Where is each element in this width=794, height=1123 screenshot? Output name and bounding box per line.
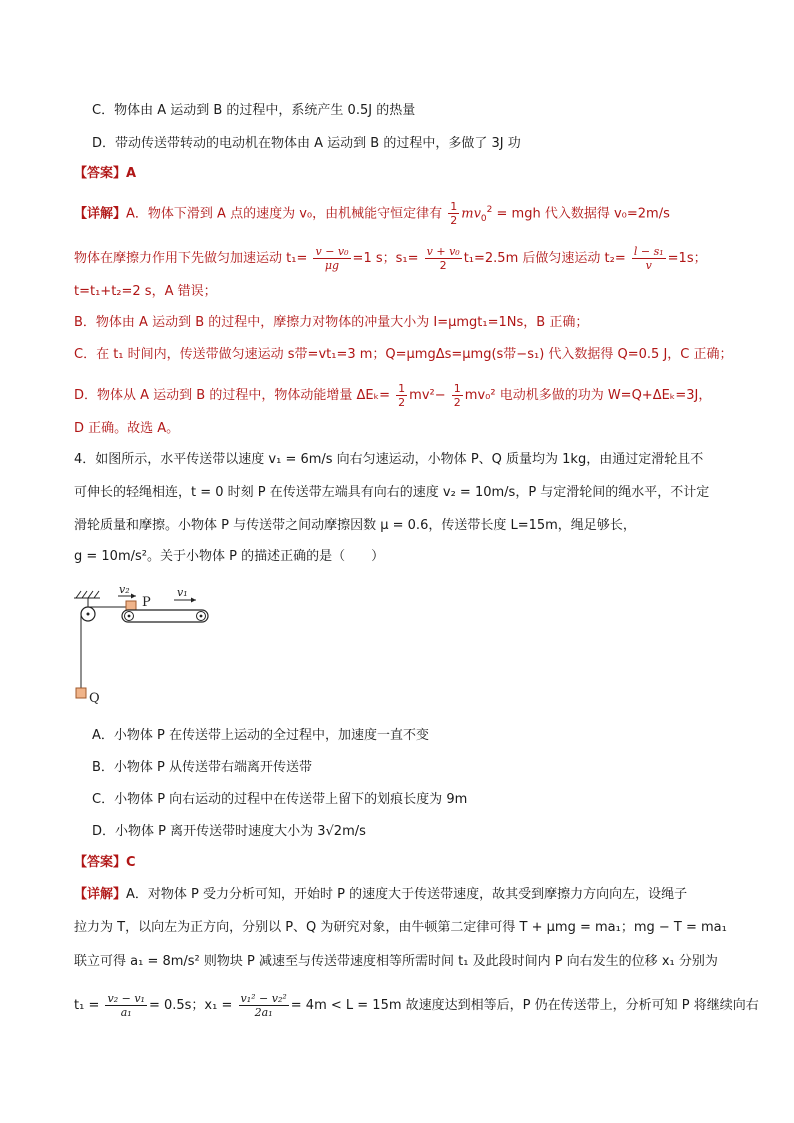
label-p: P xyxy=(142,595,151,610)
answer-tag: 【答案】 xyxy=(74,166,127,181)
fraction-half: $\frac{1}{2}$ xyxy=(398,382,406,409)
block-p xyxy=(126,601,136,610)
detail-text: =1s； xyxy=(667,251,707,266)
q4-detail-line-4 xyxy=(74,992,759,1019)
q4-option-c: C．小物体 P 向右运动的过程中在传送带上留下的划痕长度为 9m xyxy=(92,792,468,807)
q4-detail-line-2: 拉力为 T，以向左为正方向，分别以 P、Q 为研究对象，由牛顿第二定律可得 T + μmg = ma₁；mg − T = ma₁ xyxy=(74,920,727,935)
roller-left-axle xyxy=(128,615,131,618)
q4-option-d: D．小物体 P 离开传送带时速度大小为 3√2m/s xyxy=(92,824,366,839)
q4-stem-2: 可伸长的轻绳相连，t = 0 时刻 P 在传送带左端具有向右的速度 v₂ = 10m/s，P 与定滑轮间的绳水平，不计定 xyxy=(74,485,710,500)
fraction: $\frac{\text{v₁² − v₂²}}{\text{2a₁}}$ xyxy=(240,992,287,1019)
q4-detail-line-3: 联立可得 a₁ = 8m/s² 则物块 P 减速至与传送带速度相等所需时间 t₁ 及此段时间内 P 向右发生的位移 x₁ 分别为 xyxy=(74,954,718,969)
label-v2: v₂ xyxy=(119,583,130,596)
q3-detail-line-7: D 正确。故选 A。 xyxy=(74,421,180,436)
q3-detail-line-5: C．在 t₁ 时间内，传送带做匀速运动 s带=vt₁=3 m；Q=μmgΔs=μmg(s带−s₁) 代入数据得 Q=0.5 J，C 正确； xyxy=(74,347,733,362)
q3-detail-line-2 xyxy=(74,245,724,272)
answer-tag: 【答案】 xyxy=(74,855,127,870)
q4-stem-4: g = 10m/s²。关于小物体 P 的描述正确的是（ ） xyxy=(74,549,385,564)
fraction: $\frac{\text{v + v₀}}{2}$ xyxy=(426,245,460,272)
q3-detail-line-3: t=t₁+t₂=2 s，A 错误； xyxy=(74,284,217,299)
fraction-half: $\frac{1}{2}$ xyxy=(453,382,461,409)
ceiling-hatch xyxy=(74,591,100,598)
detail-text: A．对物体 P 受力分析可知，开始时 P 的速度大于传送带速度，故其受到摩擦力方向向左，设绳子 xyxy=(126,887,688,902)
q4-detail-line-1 xyxy=(74,885,724,905)
q3-detail-line-4: B．物体由 A 运动到 B 的过程中，摩擦力对物体的冲量大小为 I=μmgt₁=1Ns，B 正确； xyxy=(74,315,589,330)
detail-text: mv²− xyxy=(409,388,446,403)
detail-text: = 4m < L = 15m 故速度达到相等后，P 仍在传送带上，分析可知 P 将继续向右 xyxy=(290,998,759,1013)
label-v1: v₁ xyxy=(177,586,188,599)
v2-arrowhead xyxy=(131,594,136,599)
q3-detail-line-1: 【详解】A．物体下滑到 A 点的速度为 v₀，由机械能守恒定律有 $\frac{1}{2}$ $mv_0^2$ = mgh 代入数据得 v₀=2m/s xyxy=(74,200,670,228)
detail-text: mv₀² 电动机多做的功为 W=Q+ΔEₖ=3J， xyxy=(464,388,712,403)
detail-text: D．物体从 A 运动到 B 的过程中，物体动能增量 ΔEₖ= xyxy=(74,388,391,403)
q4-stem-3: 滑轮质量和摩擦。小物体 P 与传送带之间动摩擦因数 μ = 0.6，传送带长度 L=15m，绳足够长， xyxy=(74,518,636,533)
roller-right-axle xyxy=(200,615,203,618)
fraction: $\frac{\text{l − s₁}}{v}$ xyxy=(633,245,664,272)
answer-value: A xyxy=(126,166,137,181)
pulley-axle xyxy=(87,613,90,616)
q3-option-d: D．带动传送带转动的电动机在物体由 A 运动到 B 的过程中，多做了 3J 功 xyxy=(92,136,521,151)
detail-tag: 【详解】 xyxy=(74,206,127,222)
detail-text: t₁ = xyxy=(74,998,100,1013)
conveyor-diagram xyxy=(70,582,220,707)
answer-value: C xyxy=(126,855,136,870)
q4-answer xyxy=(74,853,724,873)
detail-text: t₁=2.5m 后做匀速运动 t₂= xyxy=(463,251,626,266)
q4-stem-1: 4．如图所示，水平传送带以速度 v₁ = 6m/s 向右匀速运动，小物体 P、Q 质量均为 1kg，由通过定滑轮且不 xyxy=(74,452,704,467)
fraction: $\frac{\text{v − v₀}}{\mu g}$ xyxy=(315,245,349,272)
fraction-half: $\frac{1}{2}$ xyxy=(450,200,458,228)
q3-option-c: C．物体由 A 运动到 B 的过程中，系统产生 0.5J 的热量 xyxy=(92,103,416,118)
block-q xyxy=(76,688,86,698)
detail-text: 物体在摩擦力作用下先做匀加速运动 t₁= xyxy=(74,251,308,266)
q4-option-a: A．小物体 P 在传送带上运动的全过程中，加速度一直不变 xyxy=(92,728,429,743)
fraction: $\frac{\text{v₂ − v₁}}{\text{a₁}}$ xyxy=(107,992,145,1019)
detail-text: = 0.5s；x₁ = xyxy=(148,998,233,1013)
detail-tag: 【详解】 xyxy=(74,887,127,902)
detail-text: A．物体下滑到 A 点的速度为 v₀，由机械能守恒定律有 xyxy=(126,206,443,222)
label-q: Q xyxy=(89,691,100,706)
q3-answer xyxy=(74,164,724,184)
detail-text: = mgh 代入数据得 v₀=2m/s xyxy=(496,206,670,222)
detail-text: =1 s；s₁= xyxy=(352,251,419,266)
q3-detail-line-6 xyxy=(74,382,724,409)
v1-arrowhead xyxy=(191,598,196,603)
q4-option-b: B．小物体 P 从传送带右端离开传送带 xyxy=(92,760,313,775)
